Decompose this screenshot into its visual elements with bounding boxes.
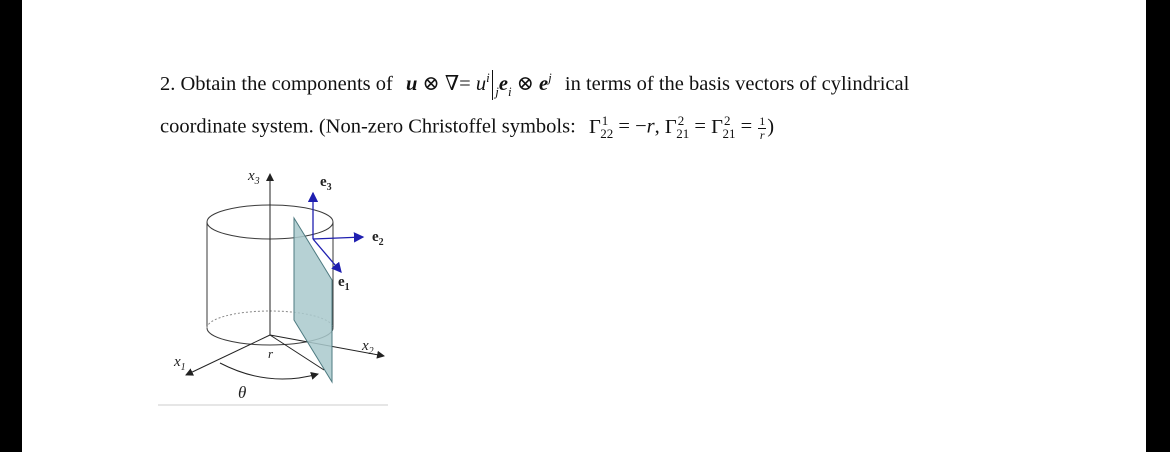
problem-intro: Obtain the components of (180, 73, 393, 95)
equals-3: = (740, 115, 753, 138)
u-component: u (475, 73, 487, 95)
u-superscript: i (486, 70, 490, 85)
theta-arc (220, 363, 318, 379)
r-symbol: r (646, 115, 655, 138)
equals-2: = (694, 115, 706, 138)
vector-u: u (405, 73, 418, 95)
otimes-symbol-2: ⊗ (516, 73, 534, 95)
basis-e-j-superscript: j (548, 70, 552, 85)
u-subscript: j (495, 84, 499, 99)
fraction-one-over-r: $\frac{1}{r}$ (759, 114, 766, 142)
x3-label: $x_3$ (248, 168, 260, 187)
basis-e-i-subscript: i (507, 84, 512, 99)
e2-label: $e_2$ (372, 229, 384, 248)
cylindrical-coordinates-diagram (158, 160, 398, 420)
basis-e-j: e (539, 73, 549, 95)
r-label: r (268, 346, 274, 361)
coordinate-plane (294, 218, 332, 382)
problem-tail: in terms of the basis vectors of cylindrical (564, 73, 910, 95)
problem-line-2 (160, 112, 775, 142)
basis-e-i: e (498, 73, 508, 95)
christoffel-1: $\Gamma^1_{22}$ (588, 112, 614, 141)
e3-label: $e_3$ (320, 174, 332, 193)
equals-minus: = − (618, 115, 647, 138)
e1-label: $e_1$ (338, 274, 350, 293)
christoffel-2: $\Gamma^2_{21}$ (664, 112, 690, 141)
problem-line-2-text: coordinate system. (Non-zero Christoffel symbols: (160, 115, 576, 138)
page (22, 0, 1146, 452)
problem-line-1 (160, 70, 909, 100)
theta-label: θ (238, 383, 247, 402)
christoffel-3: $\Gamma^2_{21}$ (711, 112, 736, 141)
x1-label: $x_1$ (174, 354, 186, 373)
e2-vector (313, 237, 363, 239)
x2-label: $x_2$ (362, 338, 374, 357)
close-paren: ) (767, 115, 775, 138)
comma: , (654, 115, 660, 138)
problem-number: 2. (160, 73, 176, 95)
otimes-symbol: ⊗ (422, 73, 440, 95)
evaluation-bar (492, 70, 494, 100)
nabla-equals: ∇= (444, 73, 471, 95)
